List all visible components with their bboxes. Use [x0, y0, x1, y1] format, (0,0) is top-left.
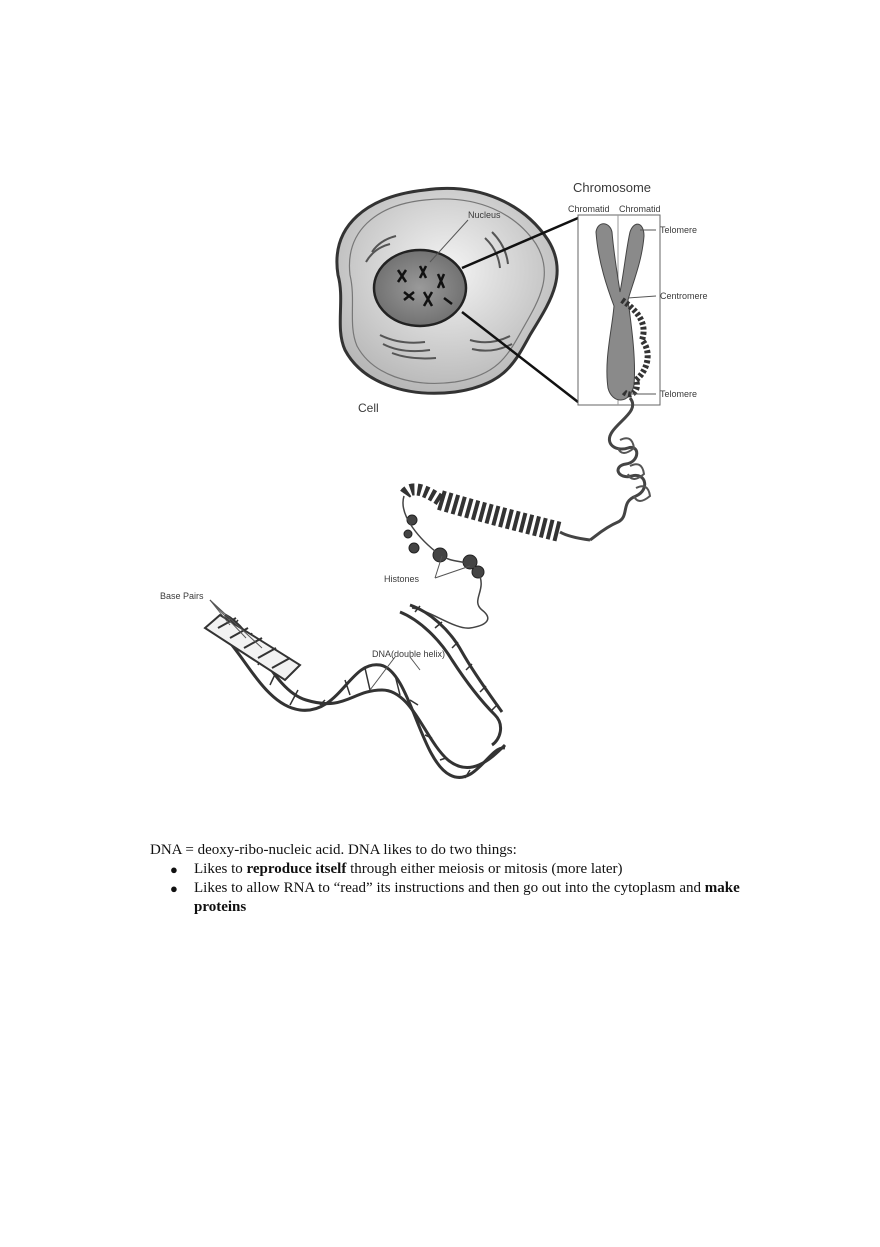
- nucleus: [374, 250, 466, 326]
- telomere-top-label: Telomere: [660, 225, 698, 235]
- nucleosomes: [404, 515, 484, 578]
- bullet-marker: ●: [170, 862, 178, 877]
- cell-label: Cell: [358, 401, 379, 415]
- bold-make-proteins: make proteins: [194, 880, 740, 915]
- bullet-marker: ●: [170, 881, 178, 896]
- chromatin-fiber: [590, 398, 645, 540]
- explanation-text: [150, 841, 770, 917]
- intro-line: DNA = deoxy-ribo-nucleic acid. DNA likes to do two things:: [150, 842, 517, 858]
- dna-double-helix: [210, 605, 505, 778]
- nucleus-label: Nucleus: [468, 210, 501, 220]
- bullet-list: [150, 860, 770, 917]
- chromosome-title: Chromosome: [573, 180, 652, 195]
- chromatin-solenoid: [404, 489, 590, 540]
- chromosome: [596, 224, 644, 400]
- dna-label: DNA(double helix): [372, 649, 446, 659]
- bold-reproduce-itself: reproduce itself: [246, 861, 347, 877]
- telomere-bottom-label: Telomere: [660, 389, 698, 399]
- bullet-item-reproduce: ● Likes to reproduce itself through either meiosis or mitosis (more later): [170, 861, 623, 877]
- histones-label: Histones: [384, 574, 420, 584]
- chromatid-right-label: Chromatid: [619, 204, 661, 214]
- base-pairs-section: [205, 615, 300, 680]
- base-pairs-label: Base Pairs: [160, 591, 204, 601]
- centromere-label: Centromere: [660, 291, 708, 301]
- bullet-item-proteins: ● Likes to allow RNA to “read” its instructions and then go out into the cytoplasm and make proteins: [170, 880, 740, 915]
- chromatid-left-label: Chromatid: [568, 204, 610, 214]
